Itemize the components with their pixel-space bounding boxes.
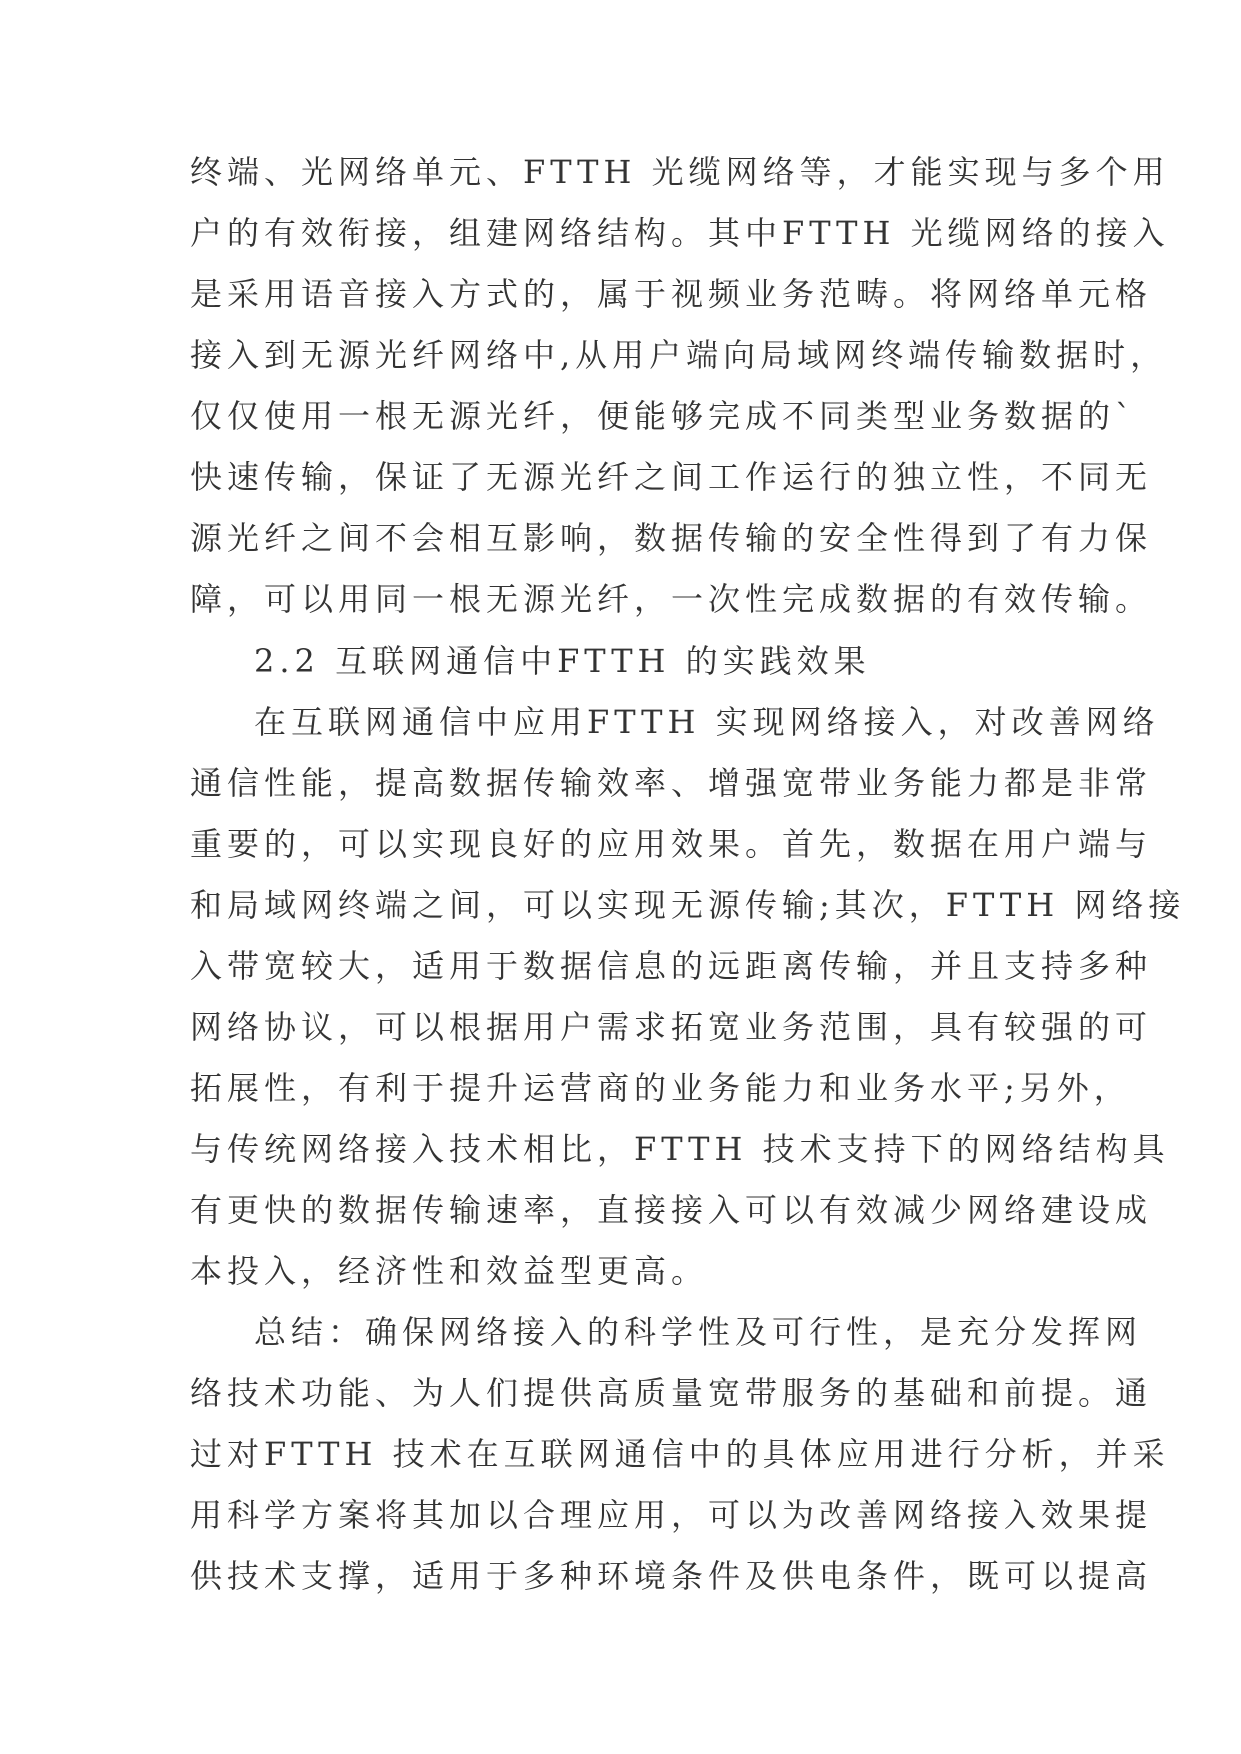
- text-line: 供技术支撑，适用于多种环境条件及供电条件，既可以提高: [190, 1557, 1153, 1595]
- text-line: 接入到无源光纤网络中,从用户端向局域网终端传输数据时，: [190, 336, 1168, 374]
- text-line: 拓展性，有利于提升运营商的业务能力和业务水平;另外，: [190, 1069, 1131, 1107]
- paragraph-first-line: 总结：确保网络接入的科学性及可行性，是充分发挥网: [254, 1313, 1143, 1351]
- text-line: 仅仅使用一根无源光纤，便能够完成不同类型业务数据的`: [190, 397, 1137, 435]
- text-line: 障，可以用同一根无源光纤，一次性完成数据的有效传输。: [190, 580, 1153, 618]
- text-line: 源光纤之间不会相互影响，数据传输的安全性得到了有力保: [190, 519, 1153, 557]
- text-line: 是采用语音接入方式的，属于视频业务范畴。将网络单元格: [190, 275, 1153, 313]
- text-line: 快速传输，保证了无源光纤之间工作运行的独立性，不同无: [190, 458, 1153, 496]
- text-line: 有更快的数据传输速率，直接接入可以有效减少网络建设成: [190, 1191, 1153, 1229]
- text-line: 本投入，经济性和效益型更高。: [190, 1252, 709, 1290]
- text-line: 和局域网终端之间，可以实现无源传输;其次，FTTH 网络接: [190, 886, 1186, 924]
- text-line: 重要的，可以实现良好的应用效果。首先，数据在用户端与: [190, 825, 1153, 863]
- text-line: 用科学方案将其加以合理应用，可以为改善网络接入效果提: [190, 1496, 1153, 1534]
- paragraph-first-line: 在互联网通信中应用FTTH 实现网络接入，对改善网络: [254, 703, 1160, 741]
- text-line: 络技术功能、为人们提供高质量宽带服务的基础和前提。通: [190, 1374, 1153, 1412]
- text-line: 网络协议，可以根据用户需求拓宽业务范围，具有较强的可: [190, 1008, 1153, 1046]
- section-heading: 2.2 互联网通信中FTTH 的实践效果: [254, 642, 871, 680]
- text-line: 入带宽较大，适用于数据信息的远距离传输，并且支持多种: [190, 947, 1153, 985]
- text-line: 过对FTTH 技术在互联网通信中的具体应用进行分析，并采: [190, 1435, 1170, 1473]
- text-line: 户的有效衔接，组建网络结构。其中FTTH 光缆网络的接入: [190, 214, 1170, 252]
- text-line: 与传统网络接入技术相比，FTTH 技术支持下的网络结构具: [190, 1130, 1170, 1168]
- text-line: 通信性能，提高数据传输效率、增强宽带业务能力都是非常: [190, 764, 1153, 802]
- text-line: 终端、光网络单元、FTTH 光缆网络等，才能实现与多个用: [190, 153, 1170, 191]
